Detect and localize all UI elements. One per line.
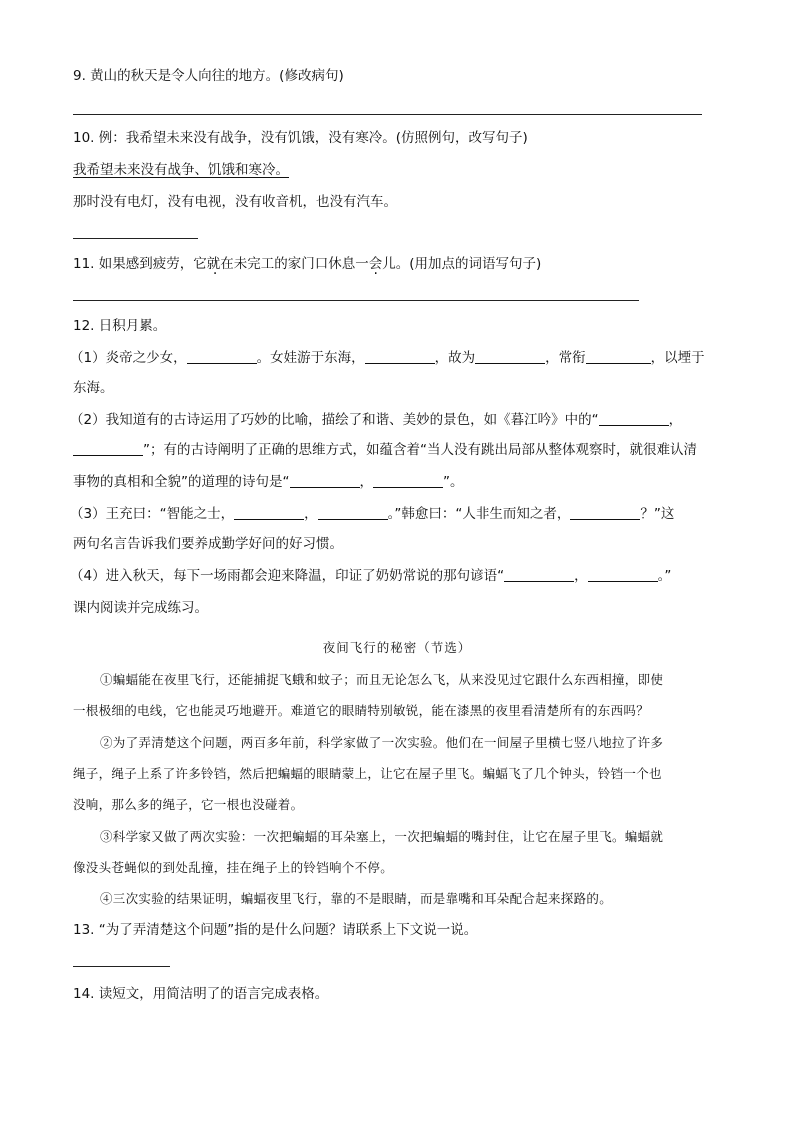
question-12-title: 12. 日积月累。 <box>73 318 167 334</box>
q12-part2-line3: 事物的真相和全貌”的道理的诗句是“ ， ”。 <box>73 474 464 490</box>
blank-5[interactable] <box>599 411 669 426</box>
q12-part2-line2: ”；有的古诗阐明了正确的思维方式，如蕴含着“当人没有跳出局部从整体观察时，就很难认清 <box>73 440 697 460</box>
blank-7[interactable] <box>290 473 360 488</box>
passage-para2-line2: 绳子，绳子上系了许多铃铛，然后把蝙蝠的眼睛蒙上，让它在屋子里飞。蝙蝠飞了几个钟头，铃铛一个也 <box>73 766 662 781</box>
blank-2[interactable] <box>365 349 435 364</box>
answer-line-q9[interactable] <box>73 114 702 115</box>
passage-para1-line2: 一根极细的电线，它也能灵巧地避开。难道它的眼睛特别敏锐，能在漆黑的夜里看清楚所有的东西吗？ <box>73 703 650 718</box>
task-sentence-q10: 那时没有电灯，没有电视，没有收音机，也没有汽车。 <box>73 194 397 210</box>
blank-11[interactable] <box>570 505 640 520</box>
reading-intro: 课内阅读并完成练习。 <box>73 600 208 616</box>
answer-line-q11[interactable] <box>73 300 639 301</box>
passage-para1-line1: ①蝙蝠能在夜里飞行，还能捕捉飞蛾和蚊子；而且无论怎么飞，从来没见过它跟什么东西相撞，即使 <box>100 672 664 687</box>
question-13: 13. “为了弄清楚这个问题”指的是什么问题？请联系上下文说一说。 <box>73 922 478 938</box>
emphasized-word-jiu: 就 <box>206 256 221 272</box>
passage-para3-line1: ③科学家又做了两次实验：一次把蝙蝠的耳朵塞上，一次把蝙蝠的嘴封住，让它在屋子里飞。蝙蝠就 <box>100 829 664 844</box>
blank-3[interactable] <box>475 349 545 364</box>
blank-6[interactable] <box>73 441 143 456</box>
question-9: 9. 黄山的秋天是令人向往的地方。(修改病句) <box>73 68 344 84</box>
blank-10[interactable] <box>318 505 388 520</box>
passage-para2-line1: ②为了弄清楚这个问题，两百多年前，科学家做了一次实验。他们在一间屋子里横七竖八地拉了许多 <box>100 735 664 750</box>
question-11 <box>73 254 541 274</box>
blank-1[interactable] <box>187 349 257 364</box>
q12-part4-line1: （4）进入秋天，每下一场雨都会迎来降温，印证了奶奶常说的那句谚语“ ， 。” <box>70 568 672 584</box>
passage-para2-line3: 没响，那么多的绳子，它一根也没碰着。 <box>73 797 304 812</box>
blank-8[interactable] <box>373 473 443 488</box>
q12-part1-line2: 东海。 <box>73 380 114 396</box>
q12-part2-line1: （2）我知道有的古诗运用了巧妙的比喻，描绘了和谐、美妙的景色，如《暮江吟》中的“ ， <box>70 412 683 428</box>
q11-suffix: 。(用加点的词语写句子) <box>395 256 542 272</box>
blank-13[interactable] <box>588 567 658 582</box>
blank-4[interactable] <box>586 349 651 364</box>
blank-9[interactable] <box>234 505 304 520</box>
question-10: 10. 例：我希望未来没有战争，没有饥饿，没有寒冷。(仿照例句，改写句子) <box>73 130 528 146</box>
q12-part3-line2: 两句名言告诉我们要养成勤学好问的好习惯。 <box>73 536 343 552</box>
passage-para3-line2: 像没头苍蝇似的到处乱撞，挂在绳子上的铃铛响个不停。 <box>73 860 394 875</box>
passage-title: 夜间飞行的秘密（节选） <box>322 640 472 655</box>
blank-12[interactable] <box>504 567 574 582</box>
q11-prefix: 11. 如果感到疲劳，它 <box>73 256 207 272</box>
q12-part3-line1: （3）王充曰：“智能之士， ， 。”韩愈曰：“人非生而知之者， ？”这 <box>70 506 675 522</box>
question-14: 14. 读短文，用简洁明了的语言完成表格。 <box>73 986 329 1002</box>
emphasized-word-yihuier: 一会儿 <box>355 256 396 272</box>
example-answer-q10: 我希望未来没有战争、饥饿和寒冷。 <box>73 162 289 178</box>
q12-part1-line1: （1）炎帝之少女， 。女娃游于东海， ，故为 ，常衔 ，以堙于 <box>70 350 705 366</box>
answer-line-q10[interactable] <box>73 238 198 239</box>
q11-mid: 在未完工的家门口休息 <box>220 256 356 272</box>
answer-line-q13[interactable] <box>73 966 170 967</box>
passage-para4: ④三次实验的结果证明，蝙蝠夜里飞行，靠的不是眼睛，而是靠嘴和耳朵配合起来探路的。 <box>100 891 613 906</box>
